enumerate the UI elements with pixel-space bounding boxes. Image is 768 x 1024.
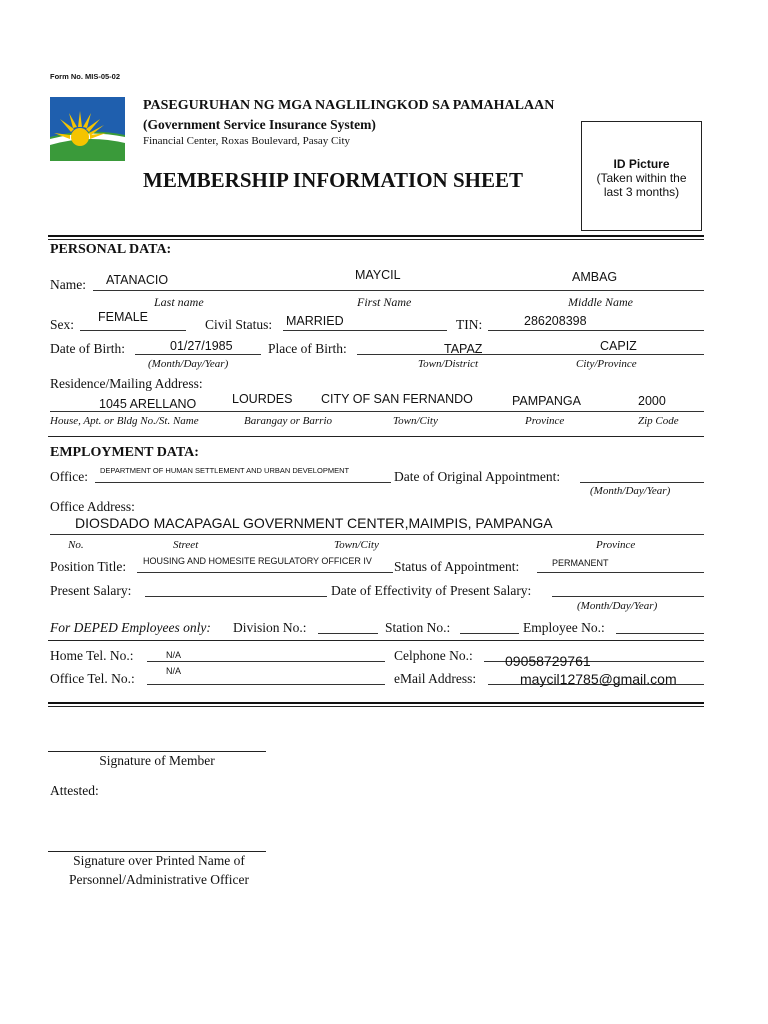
dob-value[interactable]: 01/27/1985 — [170, 339, 233, 353]
gsis-logo — [50, 97, 125, 161]
section-divider-bottom — [48, 702, 704, 704]
city-province-caption: City/Province — [576, 358, 637, 370]
province-caption: Province — [525, 415, 565, 427]
home-tel-line — [147, 661, 385, 662]
tin-value[interactable]: 286208398 — [524, 314, 587, 328]
cellphone-value[interactable]: 09058729761 — [505, 653, 591, 669]
town-district-caption: Town/District — [418, 358, 479, 370]
name-line — [93, 290, 704, 291]
section-divider-bottom-thin — [48, 706, 704, 707]
tin-label: TIN: — [456, 317, 483, 332]
residence-label: Residence/Mailing Address: — [50, 376, 203, 391]
gsis-logo-icon — [50, 97, 125, 161]
position-value[interactable]: HOUSING AND HOMESITE REGULATORY OFFICER IV — [143, 556, 372, 566]
salary-line[interactable] — [145, 596, 327, 597]
dob-caption: (Month/Day/Year) — [148, 358, 229, 370]
barangay-value[interactable]: LOURDES — [232, 392, 293, 406]
name-label: Name: — [50, 277, 86, 292]
salary-label: Present Salary: — [50, 583, 132, 598]
office-tel-line — [147, 684, 385, 685]
pob-label: Place of Birth: — [268, 341, 347, 356]
section-divider-contact — [48, 640, 704, 641]
address-no-caption: No. — [68, 539, 84, 551]
id-picture-box — [581, 121, 702, 231]
civil-status-line — [283, 330, 447, 331]
section-divider-employment — [48, 436, 704, 437]
orig-appt-label: Date of Original Appointment: — [394, 469, 561, 484]
agency-english-name: (Government Service Insurance System) — [143, 117, 376, 132]
middle-name-value[interactable]: AMBAG — [572, 270, 618, 284]
office-tel-label: Office Tel. No.: — [50, 671, 135, 686]
station-label: Station No.: — [385, 620, 451, 635]
office-address-label: Office Address: — [50, 499, 135, 514]
division-label: Division No.: — [233, 620, 307, 635]
first-name-caption: First Name — [357, 295, 412, 309]
agency-address: Financial Center, Roxas Boulevard, Pasay City — [143, 135, 350, 147]
employment-data-heading: EMPLOYMENT DATA: — [50, 445, 199, 460]
position-label: Position Title: — [50, 559, 127, 574]
deped-label: For DEPED Employees only: — [50, 620, 211, 635]
city-value[interactable]: CITY OF SAN FERNANDO — [321, 392, 473, 406]
station-line[interactable] — [460, 633, 519, 634]
id-picture-title: ID Picture — [613, 157, 670, 171]
town-city-caption: Town/City — [393, 415, 438, 427]
pob-line — [357, 354, 704, 355]
attested-label: Attested: — [50, 783, 99, 798]
office-value[interactable]: DEPARTMENT OF HUMAN SETTLEMENT AND URBAN DEVELOPMENT — [100, 466, 350, 475]
effectivity-label: Date of Effectivity of Present Salary: — [331, 583, 532, 598]
dob-label: Date of Birth: — [50, 341, 125, 356]
home-tel-value[interactable]: N/A — [166, 650, 182, 660]
division-line[interactable] — [318, 633, 378, 634]
house-caption: House, Apt. or Bldg No./St. Name — [50, 415, 199, 427]
member-signature-line[interactable] — [48, 751, 266, 752]
personal-data-heading: PERSONAL DATA: — [50, 242, 172, 257]
address-town-city-caption: Town/City — [334, 539, 379, 551]
pob-province-value[interactable]: CAPIZ — [600, 339, 637, 353]
section-divider-top-thin — [48, 239, 704, 240]
sex-line — [80, 330, 186, 331]
orig-appt-line[interactable] — [580, 482, 704, 483]
office-address-line — [50, 534, 704, 535]
dob-line — [135, 354, 261, 355]
officer-caption-line-1: Signature over Printed Name of — [73, 853, 245, 868]
first-name-value[interactable]: MAYCIL — [355, 268, 401, 282]
province-value[interactable]: PAMPANGA — [512, 394, 581, 408]
officer-caption-line-2: Personnel/Administrative Officer — [68, 872, 250, 887]
zip-caption: Zip Code — [638, 415, 679, 427]
tin-line — [488, 330, 704, 331]
status-value[interactable]: PERMANENT — [552, 558, 609, 568]
employee-line[interactable] — [616, 633, 704, 634]
last-name-value[interactable]: ATANACIO — [106, 273, 169, 287]
pob-town-value[interactable]: TAPAZ — [444, 342, 483, 356]
house-value[interactable]: 1045 ARELLANO — [99, 397, 197, 411]
zip-value[interactable]: 2000 — [638, 394, 666, 408]
employee-label: Employee No.: — [523, 620, 605, 635]
sex-label: Sex: — [50, 317, 75, 332]
effectivity-line[interactable] — [552, 596, 704, 597]
middle-name-caption: Middle Name — [568, 295, 633, 309]
sex-value[interactable]: FEMALE — [98, 310, 149, 324]
civil-status-value[interactable]: MARRIED — [286, 314, 344, 328]
home-tel-label: Home Tel. No.: — [50, 648, 134, 663]
orig-appt-caption: (Month/Day/Year) — [590, 485, 671, 497]
last-name-caption: Last name — [154, 295, 204, 309]
office-label: Office: — [50, 469, 88, 484]
email-label: eMail Address: — [394, 671, 477, 686]
address-street-caption: Street — [173, 539, 199, 551]
cellphone-label: Celphone No.: — [394, 648, 473, 663]
position-line — [137, 572, 393, 573]
page-title: MEMBERSHIP INFORMATION SHEET — [143, 168, 523, 192]
id-picture-note-2: last 3 months) — [603, 185, 680, 199]
member-signature-caption: Signature of Member — [99, 753, 215, 768]
civil-status-label: Civil Status: — [205, 317, 273, 332]
status-line — [537, 572, 704, 573]
office-tel-value[interactable]: N/A — [166, 666, 182, 676]
email-value[interactable]: maycil12785@gmail.com — [520, 671, 677, 687]
office-address-value[interactable]: DIOSDADO MACAPAGAL GOVERNMENT CENTER,MAIMPIS, PAMPANGA — [75, 515, 553, 531]
agency-name: PASEGURUHAN NG MGA NAGLILINGKOD SA PAMAHALAAN — [143, 98, 555, 113]
officer-signature-line[interactable] — [48, 851, 266, 852]
form-number: Form No. MIS-05-02 — [50, 72, 121, 81]
office-line — [95, 482, 391, 483]
barangay-caption: Barangay or Barrio — [244, 415, 332, 427]
status-label: Status of Appointment: — [394, 559, 520, 574]
section-divider-top — [48, 235, 704, 237]
address-province-caption: Province — [596, 539, 636, 551]
effectivity-caption: (Month/Day/Year) — [577, 600, 658, 612]
id-picture-note-1: (Taken within the — [596, 171, 687, 185]
residence-line — [50, 411, 704, 412]
